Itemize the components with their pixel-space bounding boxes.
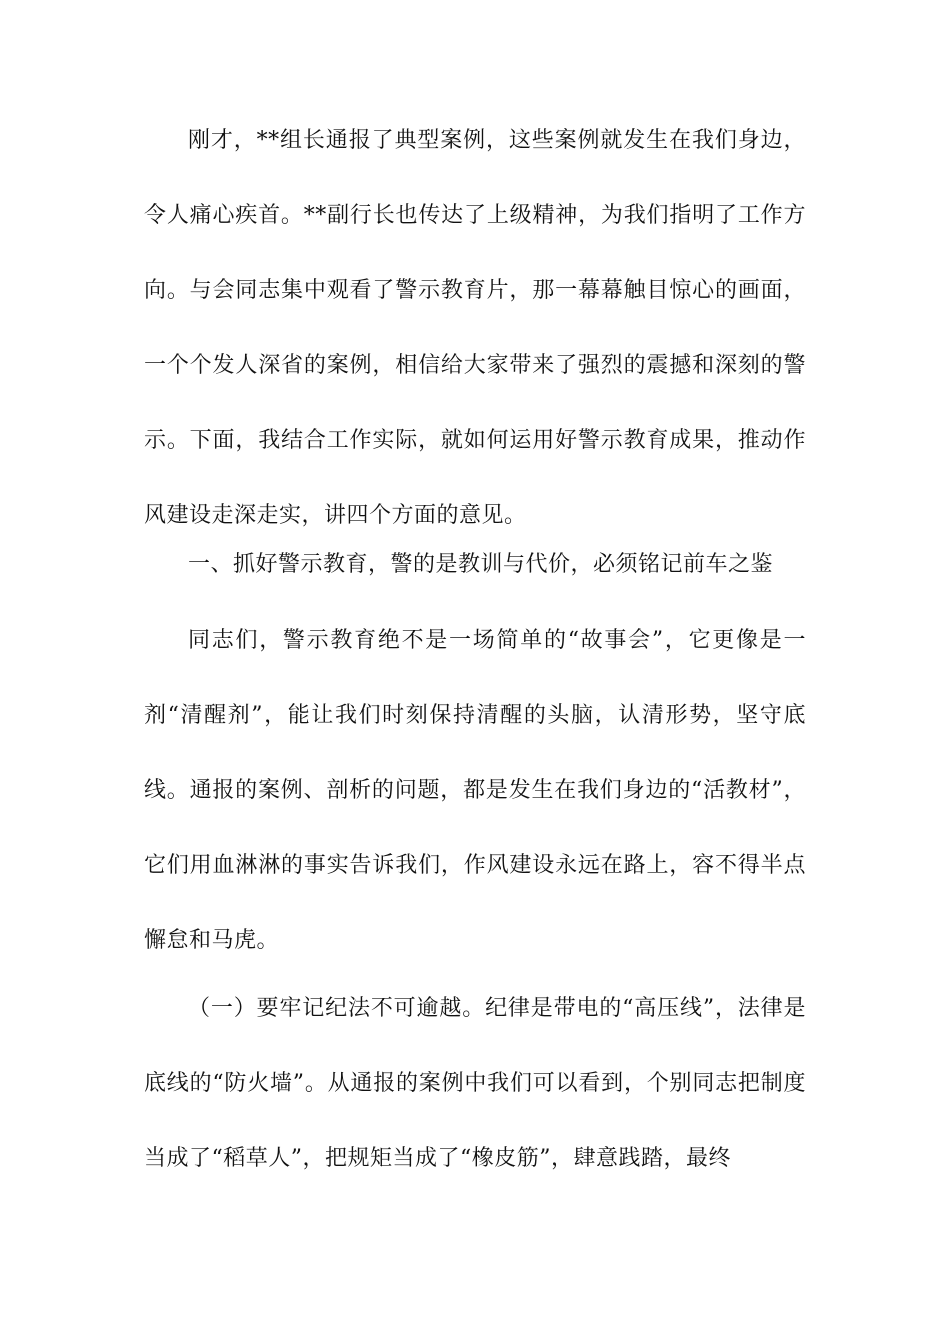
subsection-paragraph: （一）要牢记纪法不可逾越。纪律是带电的“高压线”，法律是底线的“防火墙”。从通报的案例中我们可以看到，个别同志把制度当成了“稻草人”，把规矩当成了“橡皮筋”，肆意践踏，最终 — [144, 996, 806, 1171]
section-heading: 一、抓好警示教育，警的是教训与代价，必须铭记前车之鉴 — [188, 552, 774, 577]
intro-paragraph: 刚才，**组长通报了典型案例，这些案例就发生在我们身边，令人痛心疾首。**副行长也传达了上级精神，为我们指明了工作方向。与会同志集中观看了警示教育片，那一幕幕触目惊心的画面，一个个发人深省的案例，相信给大家带来了强烈的震撼和深刻的警示。下面，我结合工作实际，就如何运用好警示教育成果，推动作风建设走深走实，讲四个方面的意见。 — [144, 128, 806, 528]
body-paragraph: 同志们，警示教育绝不是一场简单的“故事会”，它更像是一剂“清醒剂”，能让我们时刻保持清醒的头脑，认清形势，坚守底线。通报的案例、剖析的问题，都是发生在我们身边的“活教材”，它们用血淋淋的事实告诉我们，作风建设永远在路上，容不得半点懈怠和马虎。 — [144, 628, 806, 953]
